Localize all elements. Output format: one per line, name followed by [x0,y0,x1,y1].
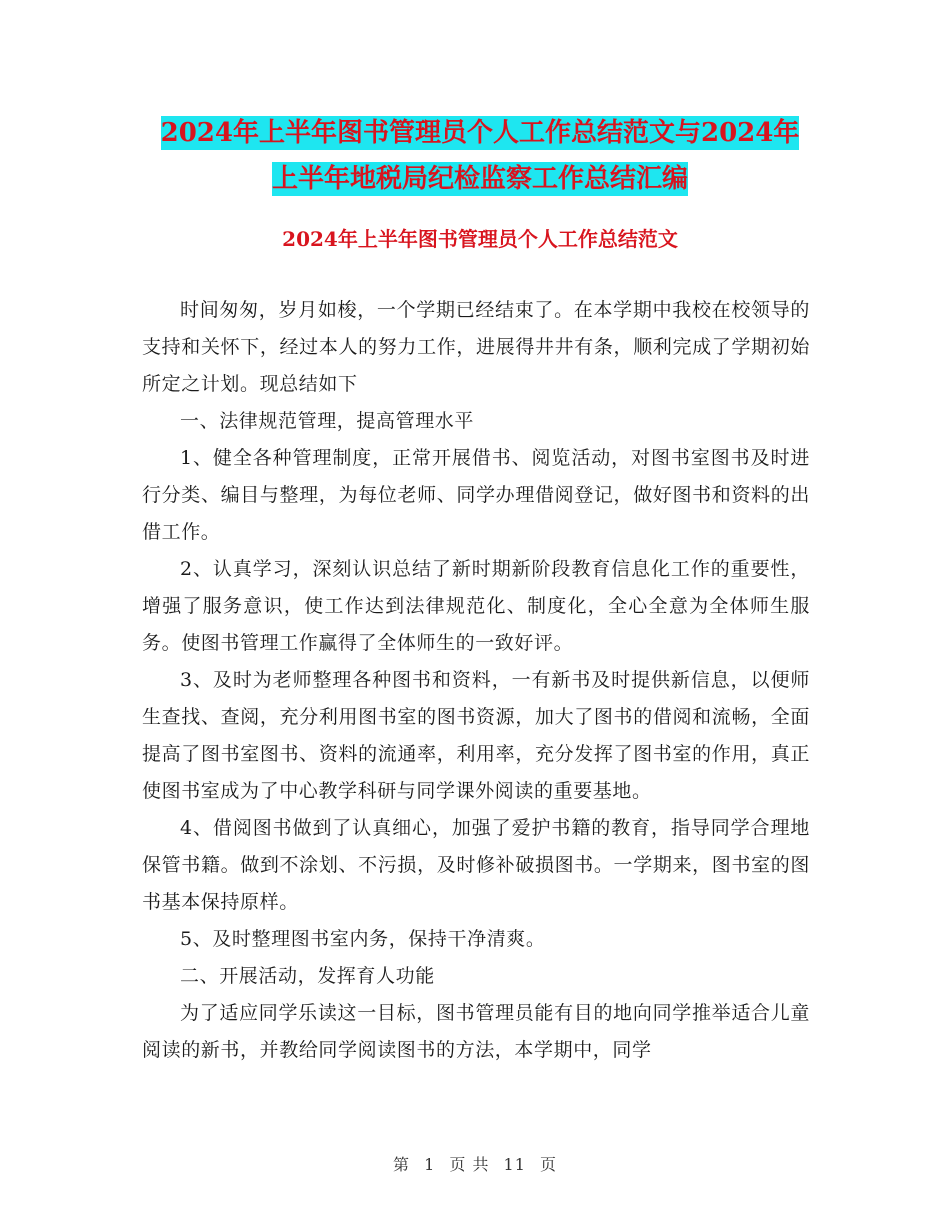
main-title-line-2: 上半年地税局纪检监察工作总结汇编 [271,164,688,194]
paragraph-intro: 时间匆匆，岁月如梭，一个学期已经结束了。在本学期中我校在校领导的支持和关怀下，经过本人的努力工作，进展得井井有条，顺利完成了学期初始所定之计划。现总结如下 [142,299,810,395]
main-title [140,110,820,202]
section-title: 2024年上半年图书管理员个人工作总结范文 [282,227,678,251]
page-footer [0,1152,950,1175]
footer-suffix: 页 [540,1155,558,1174]
footer-prefix: 第 [392,1155,410,1174]
paragraph-activities: 为了适应同学乐读这一目标，图书管理员能有目的地向同学推举适合儿童阅读的新书，并教给同学阅读图书的方法，本学期中，同学 [142,1002,810,1061]
paragraph-item-1: 1、健全各种管理制度，正常开展借书、阅览活动，对图书室图书及时进行分类、编目与整理，为每位老师、同学办理借阅登记，做好图书和资料的出借工作。 [142,447,810,543]
heading-section-1: 一、法律规范管理，提高管理水平 [180,410,475,432]
main-title-line-1: 2024年上半年图书管理员个人工作总结范文与2024年 [160,118,800,148]
paragraph-item-2: 2、认真学习，深刻认识总结了新时期新阶段教育信息化工作的重要性，增强了服务意识，使工作达到法律规范化、制度化，全心全意为全体师生服务。使图书管理工作赢得了全体师生的一致好评。 [142,558,810,654]
paragraph-item-5: 5、及时整理图书室内务，保持干净清爽。 [180,928,546,950]
document-body [142,292,810,1069]
paragraph-item-3: 3、及时为老师整理各种图书和资料，一有新书及时提供新信息，以便师生查找、查阅，充分利用图书室的图书资源，加大了图书的借阅和流畅，全面提高了图书室图书、资料的流通率，利用率，充分发挥了图书室的作用，真正使图书室成为了中心教学科研与同学课外阅读的重要基地。 [142,669,810,802]
footer-middle: 页 共 [449,1155,490,1174]
footer-page-number: 1 [424,1155,436,1174]
paragraph-item-4: 4、借阅图书做到了认真细心，加强了爱护书籍的教育，指导同学合理地保管书籍。做到不涂划、不污损，及时修补破损图书。一学期来，图书室的图书基本保持原样。 [142,817,810,913]
heading-section-2: 二、开展活动，发挥育人功能 [180,965,435,987]
footer-total-pages: 11 [503,1155,526,1174]
